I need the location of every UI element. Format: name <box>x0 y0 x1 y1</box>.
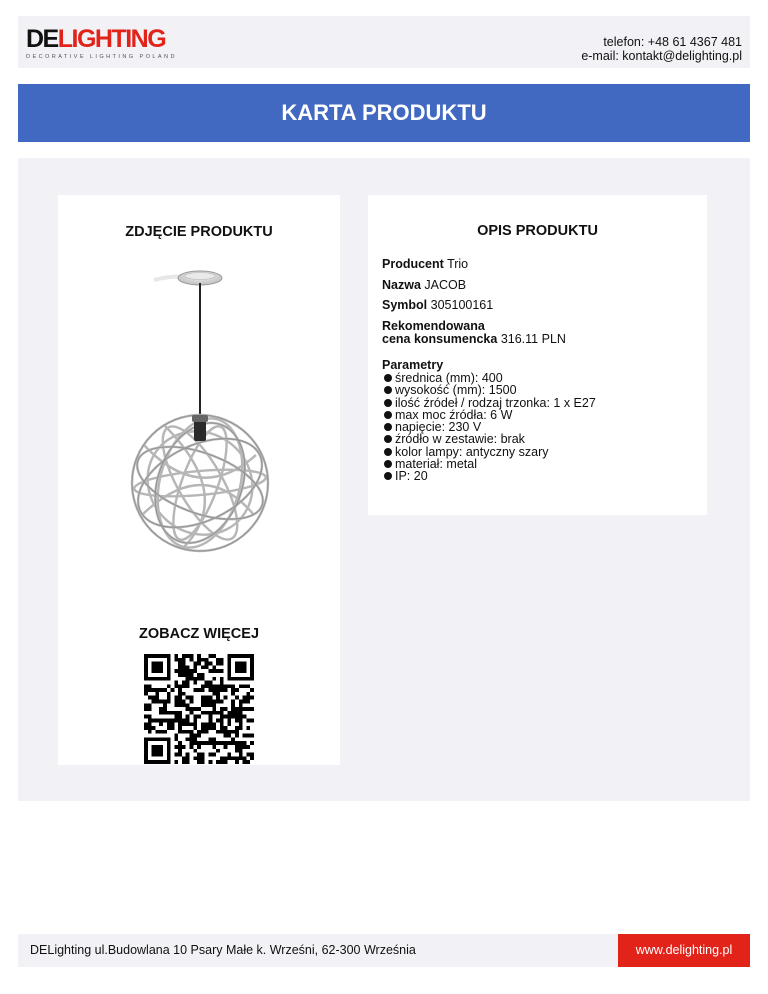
phone-text: telefon: +48 61 4367 481 <box>603 35 742 49</box>
product-photo <box>114 265 284 560</box>
website-link[interactable]: www.delighting.pl <box>618 934 750 967</box>
see-more-heading: ZOBACZ WIĘCEJ <box>138 626 260 642</box>
contact-info <box>581 35 742 63</box>
content-area <box>18 158 750 801</box>
field-name: Nazwa JACOB <box>382 277 467 292</box>
photo-heading: ZDJĘCIE PRODUKTU <box>125 224 273 240</box>
param-item: źródło w zestawie: brak <box>384 433 692 445</box>
page-title: KARTA PRODUKTU <box>18 84 750 142</box>
logo-tagline: DECORATIVE LIGHTING POLAND <box>26 54 177 60</box>
param-item: ilość źródeł / rodzaj trzonka: 1 x E27 <box>384 397 692 409</box>
param-item: max moc źródła: 6 W <box>384 409 692 421</box>
description-card <box>368 195 707 515</box>
bullet-icon <box>384 399 392 407</box>
photo-card <box>58 195 340 765</box>
bullet-icon <box>384 423 392 431</box>
description-body <box>382 258 692 483</box>
param-item: wysokość (mm): 1500 <box>384 384 692 396</box>
bullet-icon <box>384 411 392 419</box>
bullet-icon <box>384 448 392 456</box>
bullet-icon <box>384 472 392 480</box>
delighting-logo[interactable] <box>26 25 176 61</box>
field-symbol: Symbol 305100161 <box>382 298 494 312</box>
logo-wordmark: DELIGHTING <box>26 25 166 53</box>
param-item: materiał: metal <box>384 458 692 470</box>
param-list <box>382 372 692 483</box>
bullet-icon <box>384 386 392 394</box>
param-item: kolor lampy: antyczny szary <box>384 446 692 458</box>
bullet-icon <box>384 460 392 468</box>
qr-code[interactable] <box>144 654 254 764</box>
field-producer: Producent Trio <box>382 257 469 271</box>
bullet-icon <box>384 435 392 443</box>
param-item: średnica (mm): 400 <box>384 372 692 384</box>
param-item: napięcie: 230 V <box>384 421 692 433</box>
field-price: Rekomendowana cena konsumencka 316.11 PLN <box>382 318 566 346</box>
page-header <box>18 16 750 68</box>
param-item: IP: 20 <box>384 470 692 482</box>
description-heading: OPIS PRODUKTU <box>477 223 598 239</box>
bullet-icon <box>384 374 392 382</box>
page-footer <box>18 934 750 967</box>
email-text[interactable]: e-mail: kontakt@delighting.pl <box>581 49 742 63</box>
company-address: DELighting ul.Budowlana 10 Psary Małe k. Wrześni, 62-300 Września <box>30 943 416 957</box>
params-label: Parametry <box>382 357 444 372</box>
